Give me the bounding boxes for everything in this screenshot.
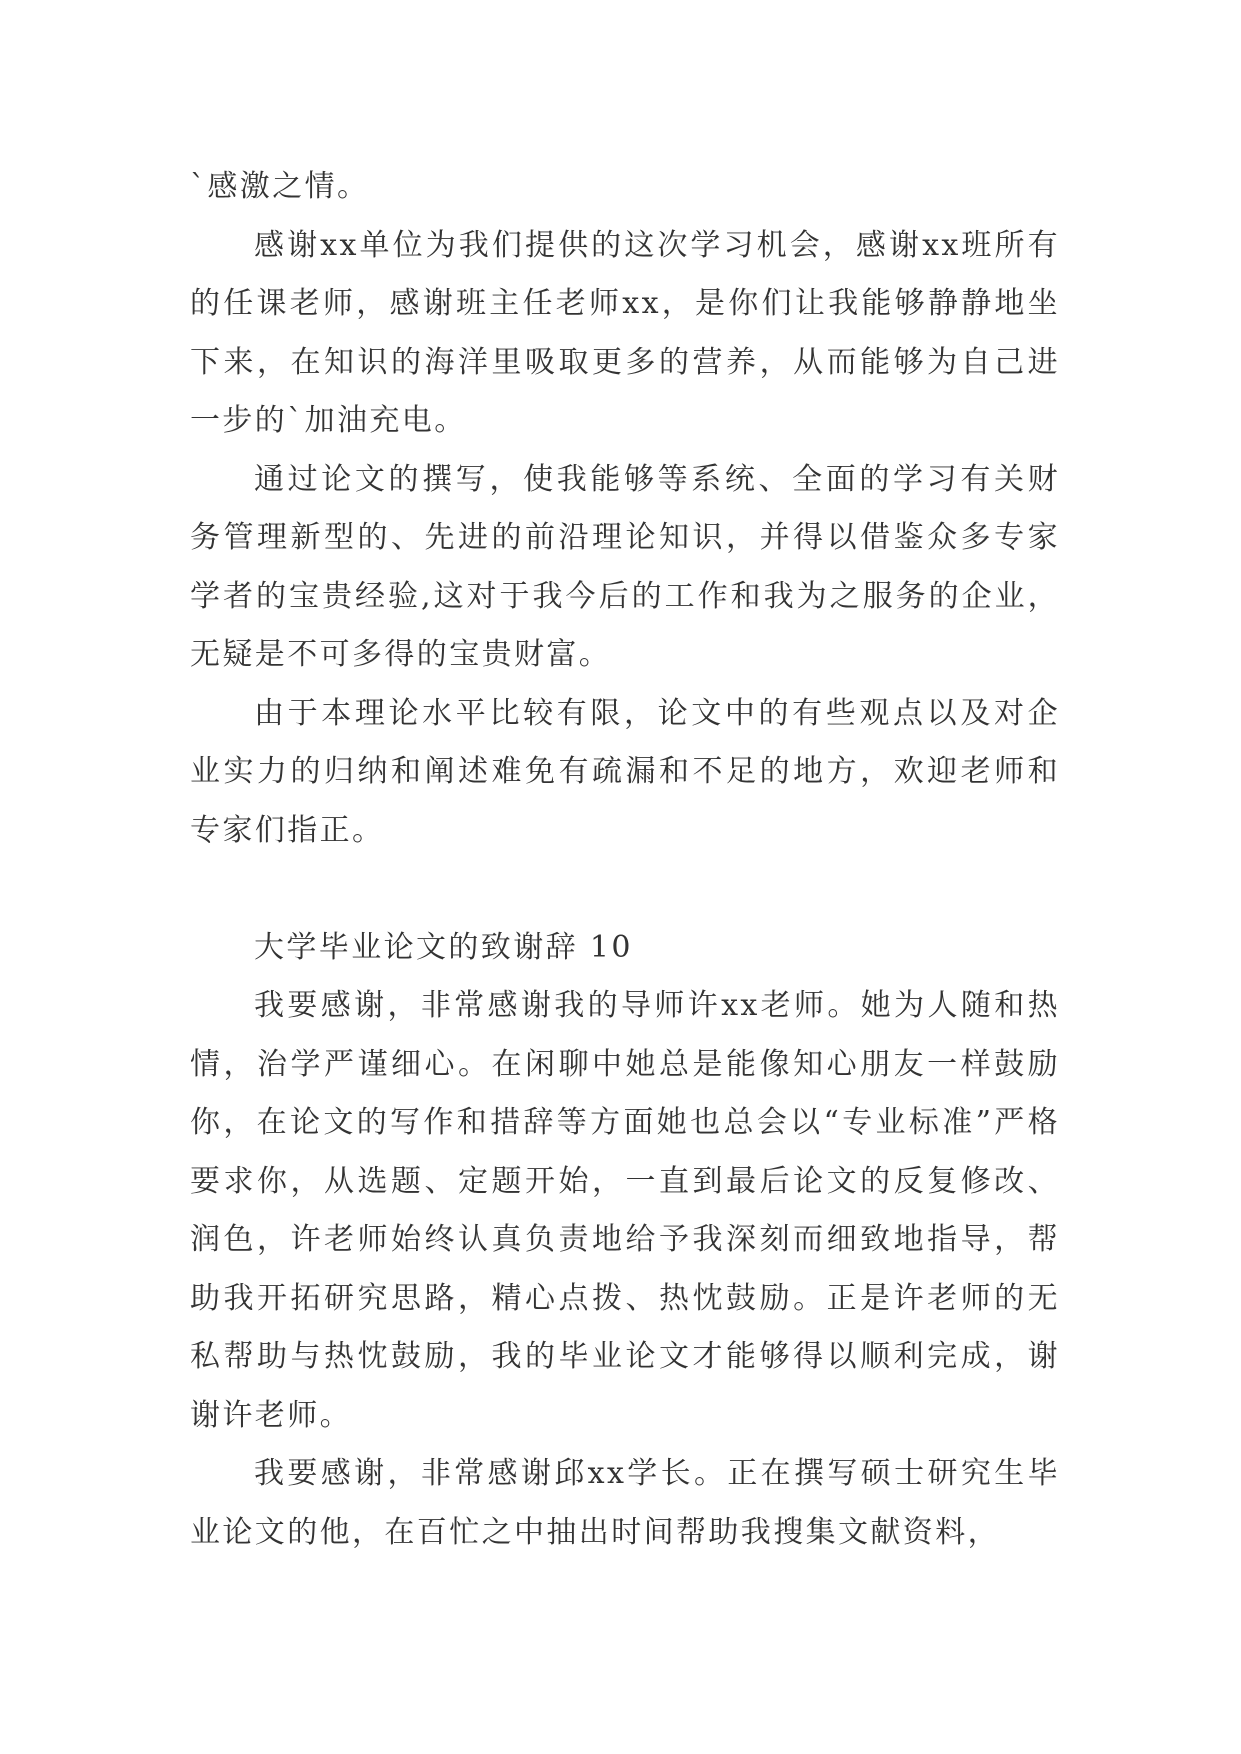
paragraph-3: 通过论文的撰写，使我能够等系统、全面的学习有关财务管理新型的、先进的前沿理论知识，并得以借鉴众多专家学者的宝贵经验,这对于我今后的工作和我为之服务的企业，无疑是不可多得的宝贵财富。 xyxy=(190,461,1060,672)
document-body xyxy=(190,158,1060,1562)
paragraph-2: 感谢xx单位为我们提供的这次学习机会，感谢xx班所有的任课老师，感谢班主任老师xx，是你们让我能够静静地坐下来，在知识的海洋里吸取更多的营养，从而能够为自己进一步的`加油充电。 xyxy=(190,227,1060,438)
paragraph-1: `感激之情。 xyxy=(190,169,370,204)
paragraph-5: 我要感谢，非常感谢我的导师许xx老师。她为人随和热情，治学严谨细心。在闲聊中她总是能像知心朋友一样鼓励你，在论文的写作和措辞等方面她也总会以“专业标准”严格要求你，从选题、定题开始，一直到最后论文的反复修改、润色，许老师始终认真负责地给予我深刻而细致地指导，帮助我开拓研究思路，精心点拨、热忱鼓励。正是许老师的无私帮助与热忱鼓励，我的毕业论文才能够得以顺利完成，谢谢许老师。 xyxy=(190,988,1060,1433)
paragraph-6: 我要感谢，非常感谢邱xx学长。正在撰写硕士研究生毕业论文的他，在百忙之中抽出时间帮助我搜集文献资料， xyxy=(190,1456,1060,1550)
section-spacer xyxy=(190,860,1060,919)
paragraph-4: 由于本理论水平比较有限，论文中的有些观点以及对企业实力的归纳和阐述难免有疏漏和不足的地方，欢迎老师和专家们指正。 xyxy=(190,695,1060,848)
section-heading: 大学毕业论文的致谢辞 10 xyxy=(254,929,633,965)
